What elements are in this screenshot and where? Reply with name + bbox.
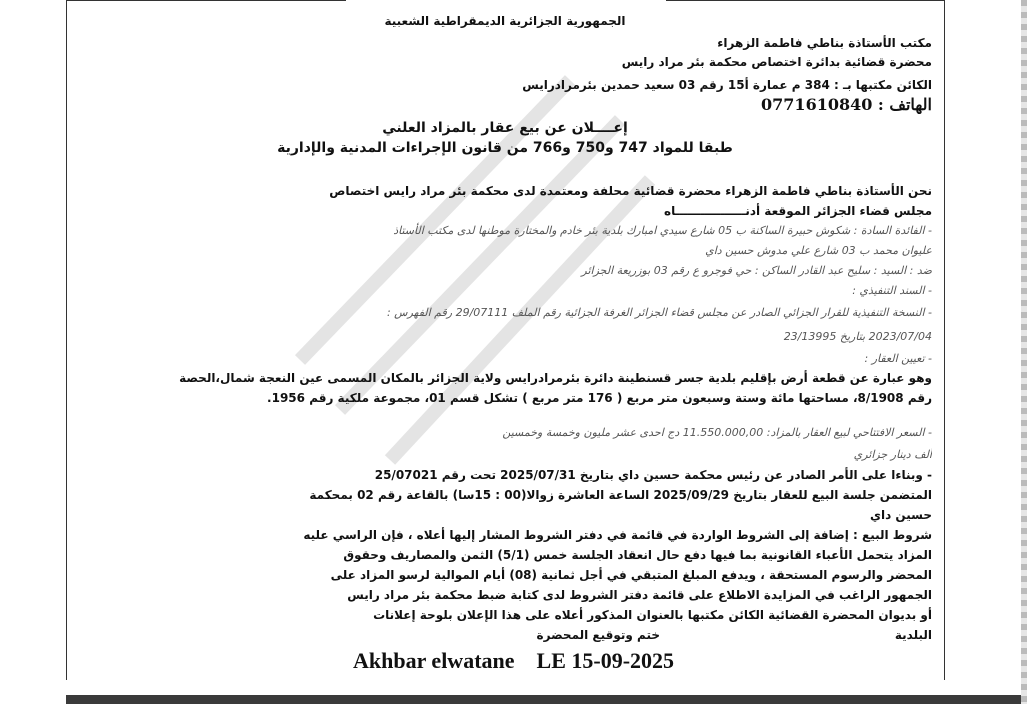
notice-paragraph-line: البلدية [894, 628, 932, 642]
notice-opening-price: - السعر الافتتاحي لبيع العقار بالمزاد: 11.550.000,00 دج احدى عشر مليون وخمسة وخمسين [502, 426, 932, 439]
notice-title: إعــــلان عن بيع عقار بالمزاد العلني [382, 120, 628, 136]
notice-paragraph-line: عليوان محمد ب 03 شارع علي مدوش حسين داي [705, 244, 932, 257]
notice-paragraph-line: حسين داي [869, 508, 932, 522]
notice-paragraph-line: - السند التنفيذي : [852, 284, 932, 297]
publication-date: LE 15-09-2025 [536, 648, 675, 673]
notice-office-jurisdiction: محضرة قضائية بدائرة اختصاص محكمة بئر مراد رايس [621, 55, 932, 69]
notice-paragraph-line: 2023/07/04 بتاريخ 23/13995 [783, 330, 932, 343]
notice-paragraph-line: المحضر والرسوم المستحقة ، ويدفع المبلغ المتبقي في أجل ثمانية (08) أيام الموالية لرسو المزاد على [330, 568, 932, 582]
notice-paragraph-line: - وبناءا على الأمر الصادر عن رئيس محكمة حسين داي بتاريخ 2025/07/31 تحت رقم 25/07021 [374, 468, 932, 482]
notice-paragraph-line: مجلس قضاء الجزائر الموقعة أدنـــــــــــــــــاه [664, 204, 932, 218]
page-edge [1021, 0, 1027, 704]
notice-paragraph-line: شروط البيع : إضافة إلى الشروط الواردة في قائمة في دفتر الشروط المشار إليها أعلاه ، فإن الراسي عليه [303, 528, 932, 542]
notice-paragraph-line: المتضمن جلسة البيع للعقار بتاريخ 2025/09/29 الساعة العاشرة زوالا(00 : 15سا) بالقاعة رقم 02 بمحكمة [309, 488, 932, 502]
notice-paragraph-line: - الفائدة السادة : شكوش حبيرة الساكنة ب 05 شارع سيدي امبارك بلدية بئر خادم والمختارة موطنها لدى مكتب الأستاذ [393, 224, 932, 237]
notice-paragraph-line: - تعيين العقار : [864, 352, 932, 365]
notice-paragraph-line: الجمهور الراغب في المزايدة الاطلاع على قائمة دفتر الشروط لدى كتابة ضبط محكمة بئر مراد رايس [347, 588, 932, 602]
notice-office-address: الكائن مكتبها بـ : 384 م عمارة أ15 رقم 03 سعيد حمدين بئرمرادرايس [522, 78, 932, 92]
notice-office-name: مكتب الأستاذة بناطي فاطمة الزهراء [717, 36, 932, 50]
notice-paragraph-line: رقم 8/1908، مساحتها مائة وستة وسبعون متر مربع ( 176 متر مربع ) تشكل قسم 01، مجموعة ملكية رقم 1956. [267, 391, 932, 405]
notice-phone: الهاتف : 0771610840 [761, 96, 932, 114]
notice-paragraph-line: أو بديوان المحضرة القضائية الكائن مكتبها بالعنوان المذكور أعلاه على هذا الإعلان بلوحة إعلانات [373, 608, 932, 622]
notice-legal-basis: طبقا للمواد 747 و750 و766 من قانون الإجراءات المدنية والإدارية [277, 140, 733, 156]
notice-paragraph-line: - النسخة التنفيذية للقرار الجزائي الصادر عن مجلس قضاء الجزائر الغرفة الجزائية رقم الملف 29/07111 رقم الفهرس : [386, 306, 932, 319]
publication-source: Akhbar elwatane [352, 648, 515, 673]
notice-paragraph-line: نحن الأستاذة بناطي فاطمة الزهراء محضرة قضائية محلفة ومعتمدة لدى محكمة بئر مراد رايس اختصاص [329, 184, 932, 198]
notice-paragraph-line: المزاد يتحمل الأعباء القانونية بما فيها دفع حال انعقاد الجلسة خمس (5/1) الثمن والمصاريف وحقوق [343, 548, 932, 562]
publication-footer [0, 648, 1027, 674]
notice-header-republic: الجمهورية الجزائرية الديمقراطية الشعبية [384, 14, 626, 28]
notice-paragraph-line: ضد : السيد : سليح عبد القادر الساكن : حي فوجرو ع رقم 03 بوزريعة الجزائر [581, 264, 932, 277]
bottom-divider [66, 695, 1026, 704]
notice-paragraph-line: وهو عبارة عن قطعة أرض بإقليم بلدية جسر قسنطينة دائرة بئرمرادرايس ولاية الجزائر بالمكان المسمى عين النعجة شمال،الحصة [179, 371, 932, 385]
notice-signature-label: ختم وتوقيع المحضرة [536, 628, 660, 642]
legal-notice [70, 6, 940, 646]
notice-paragraph-line: ألف دينار جزائري [853, 448, 932, 461]
